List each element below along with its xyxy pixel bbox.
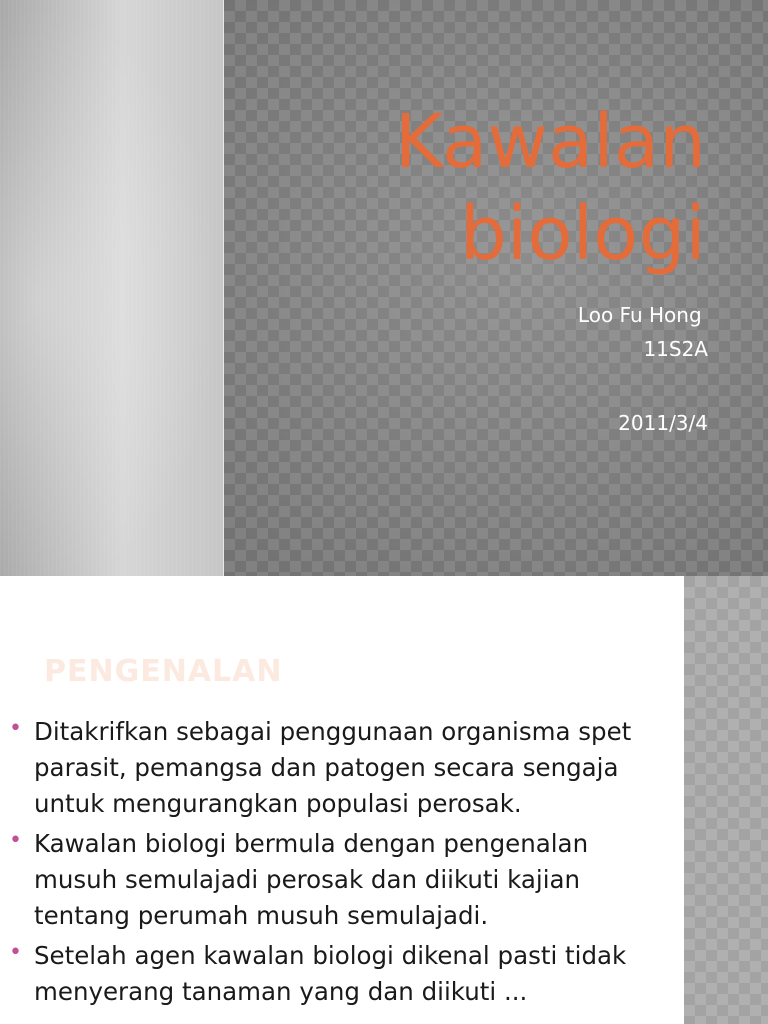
bullet-dot-icon: • <box>9 828 22 853</box>
bullet-text: Kawalan biologi bermula dengan pengenalan musuh semulajadi perosak dan diikuti kajian tentang perumah musuh semulajadi. <box>34 829 589 930</box>
slide-title <box>246 96 706 280</box>
bullet-list <box>0 714 660 1014</box>
title-line-1: Kawalan <box>394 99 706 185</box>
subtitle-spacer <box>408 366 708 406</box>
bullet-text: Setelah agen kawalan biologi dikenal pasti tidak menyerang tanaman yang dan diikuti ... <box>34 941 627 1006</box>
class-code: 11S2A <box>643 337 708 361</box>
bullet-item <box>0 826 660 934</box>
introduction-slide <box>0 576 768 1024</box>
patterned-background-panel <box>224 0 768 576</box>
bullet-dot-icon: • <box>9 940 22 965</box>
bullet-item <box>0 714 660 822</box>
patterned-side-strip <box>684 576 768 1024</box>
bullet-dot-icon: • <box>9 716 22 741</box>
bullet-text: Ditakrifkan sebagai penggunaan organisma spet parasit, pemangsa dan patogen secara sengaja untuk mengurangkan populasi perosak. <box>34 717 632 818</box>
author-name: Loo Fu Hong <box>577 303 708 327</box>
slide-subtitle <box>408 298 708 440</box>
title-line-2: biologi <box>459 191 706 277</box>
section-heading: PENGENALAN <box>44 654 283 689</box>
decorative-left-panel <box>0 0 224 576</box>
presentation-date: 2011/3/4 <box>618 411 708 435</box>
bullet-item <box>0 938 660 1010</box>
